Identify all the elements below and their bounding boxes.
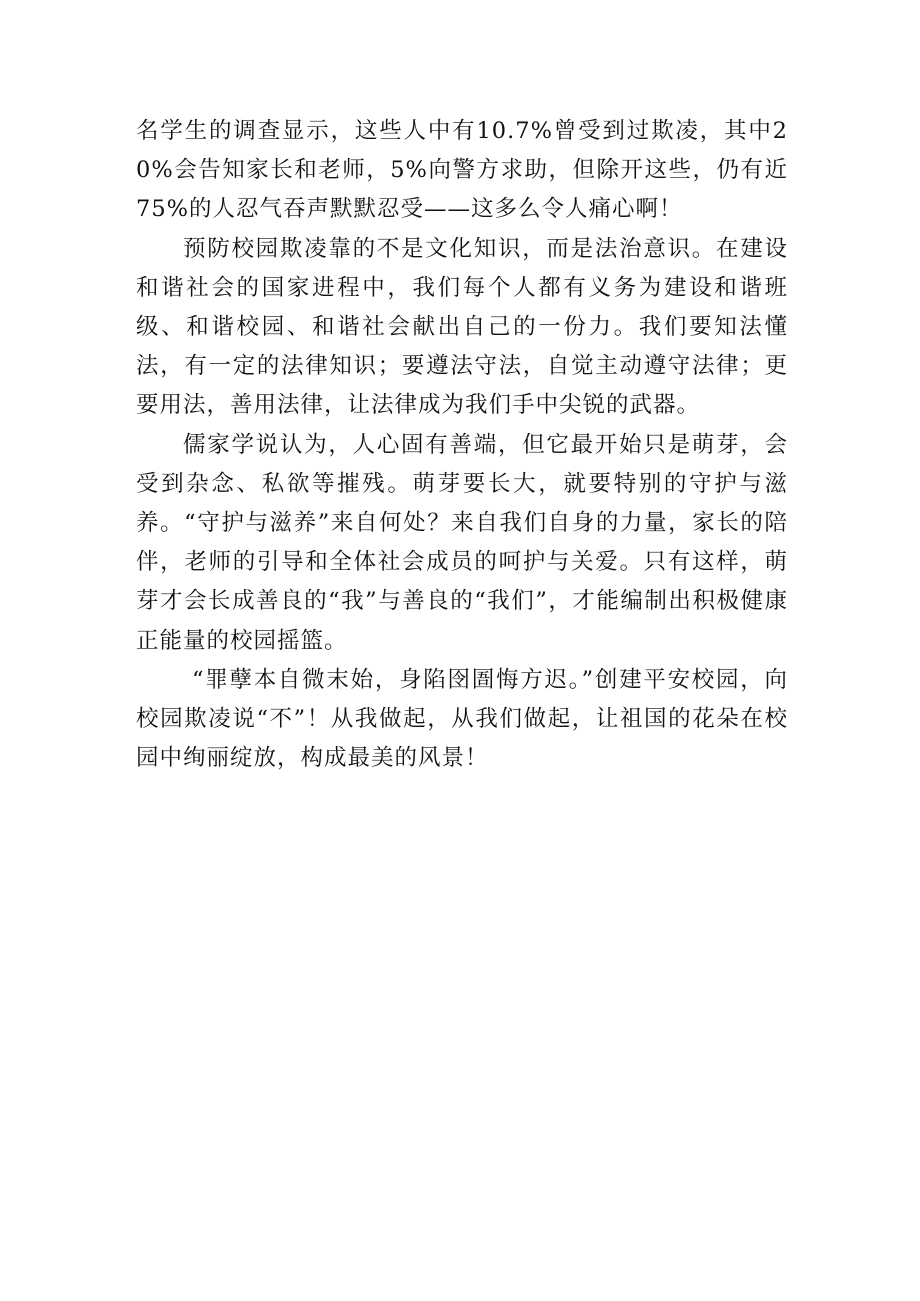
paragraph-4: “罪孽本自微末始，身陷囹圄悔方迟。”创建平安校园，向校园欺凌说“不”！从我做起，从我们做起，让祖国的花朵在校园中绚丽绽放，构成最美的风景！ [136, 666, 788, 772]
paragraph-3: 儒家学说认为，人心固有善端，但它最开始只是萌芽，会受到杂念、私欲等摧残。萌芽要长大，就要特别的守护与滋养。“守护与滋养”来自何处？来自我们自身的力量，家长的陪伴，老师的引导和全体社会成员的呵护与关爱。只有这样，萌芽才会长成善良的“我”与善良的“我们”，才能编制出积极健康正能量的校园摇篮。 [136, 431, 788, 654]
paragraph-1: 名学生的调查显示，这些人中有10.7%曾受到过欺凌，其中20%会告知家长和老师，5%向警方求助，但除开这些，仍有近75%的人忍气吞声默默忍受——这多么令人痛心啊！ [136, 118, 788, 223]
document-body [136, 112, 788, 778]
paragraph-2: 预防校园欺凌靠的不是文化知识，而是法治意识。在建设和谐社会的国家进程中，我们每个人都有义务为建设和谐班级、和谐校园、和谐社会献出自己的一份力。我们要知法懂法，有一定的法律知识；要遵法守法，自觉主动遵守法律；更要用法，善用法律，让法律成为我们手中尖锐的武器。 [136, 235, 788, 419]
